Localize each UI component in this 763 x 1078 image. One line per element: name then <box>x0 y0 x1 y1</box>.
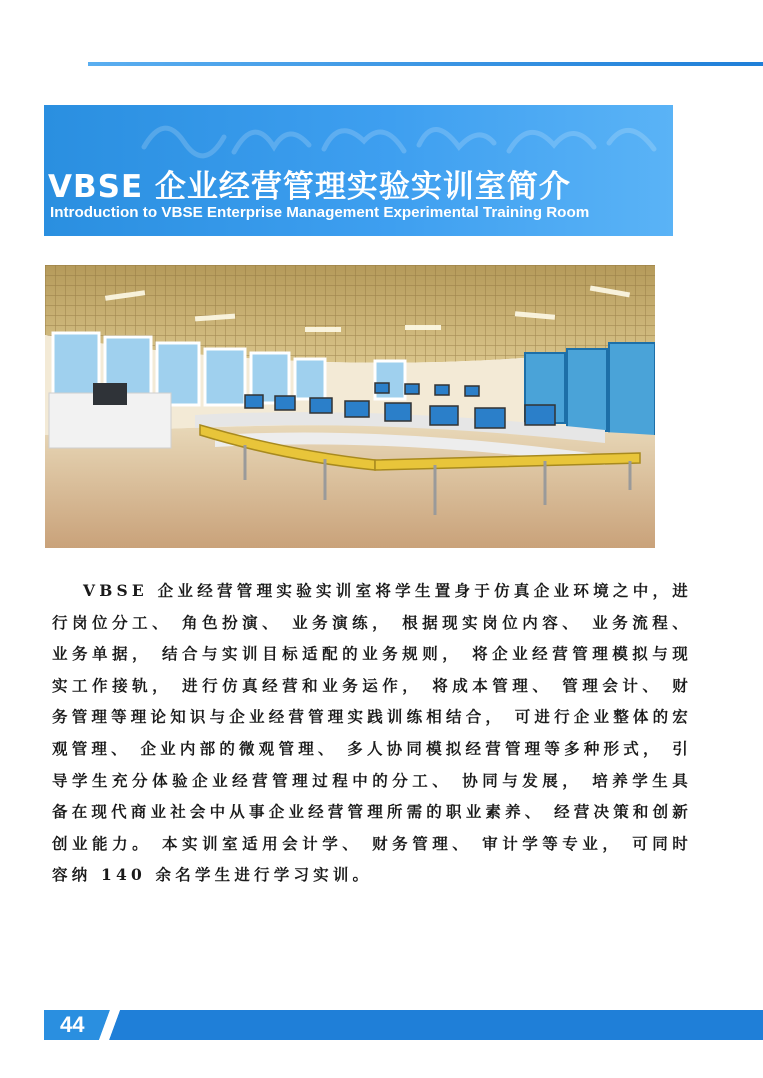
classroom-photo <box>45 265 655 548</box>
page-number: 44 <box>60 1012 85 1037</box>
top-rule <box>88 62 763 66</box>
page-title: VBSE 企业经营管理实验实训室简介 <box>48 169 571 205</box>
page-subtitle: Introduction to VBSE Enterprise Management Experimental Training Room <box>50 204 590 221</box>
footer-band <box>44 1010 763 1040</box>
classroom-illustration <box>45 265 655 548</box>
intro-paragraph: VBSE 企业经营管理实验实训室将学生置身于仿真企业环境之中，进行岗位分工、 角色扮演、 业务演练， 根据现实岗位内容、 业务流程、 业务单据， 结合与实训目标适配的业务规则， 将企业经营管理模拟与现实工作接轨， 进行仿真经营和业务运作， 将成本管理、 管理会计、 财务管理等理论知识与企业经营管理实践训练相结合， 可进行企业整体的宏观管理、 企业内部的微观管理、 多人协同模拟经营管理等多种形式， 引导学生充分体验企业经营管理过程中的分工、 协同与发展， 培养学生具备在现代商业社会中从事企业经营管理所需的职业素养、 经营决策和创新创业能力。 本实训室适用会计学、 财务管理、 审计学等专业， 可同时容纳 140 余名学生进行学习实训。 <box>52 581 692 885</box>
calligraphy-watermark <box>134 107 673 167</box>
title-banner <box>44 105 673 236</box>
